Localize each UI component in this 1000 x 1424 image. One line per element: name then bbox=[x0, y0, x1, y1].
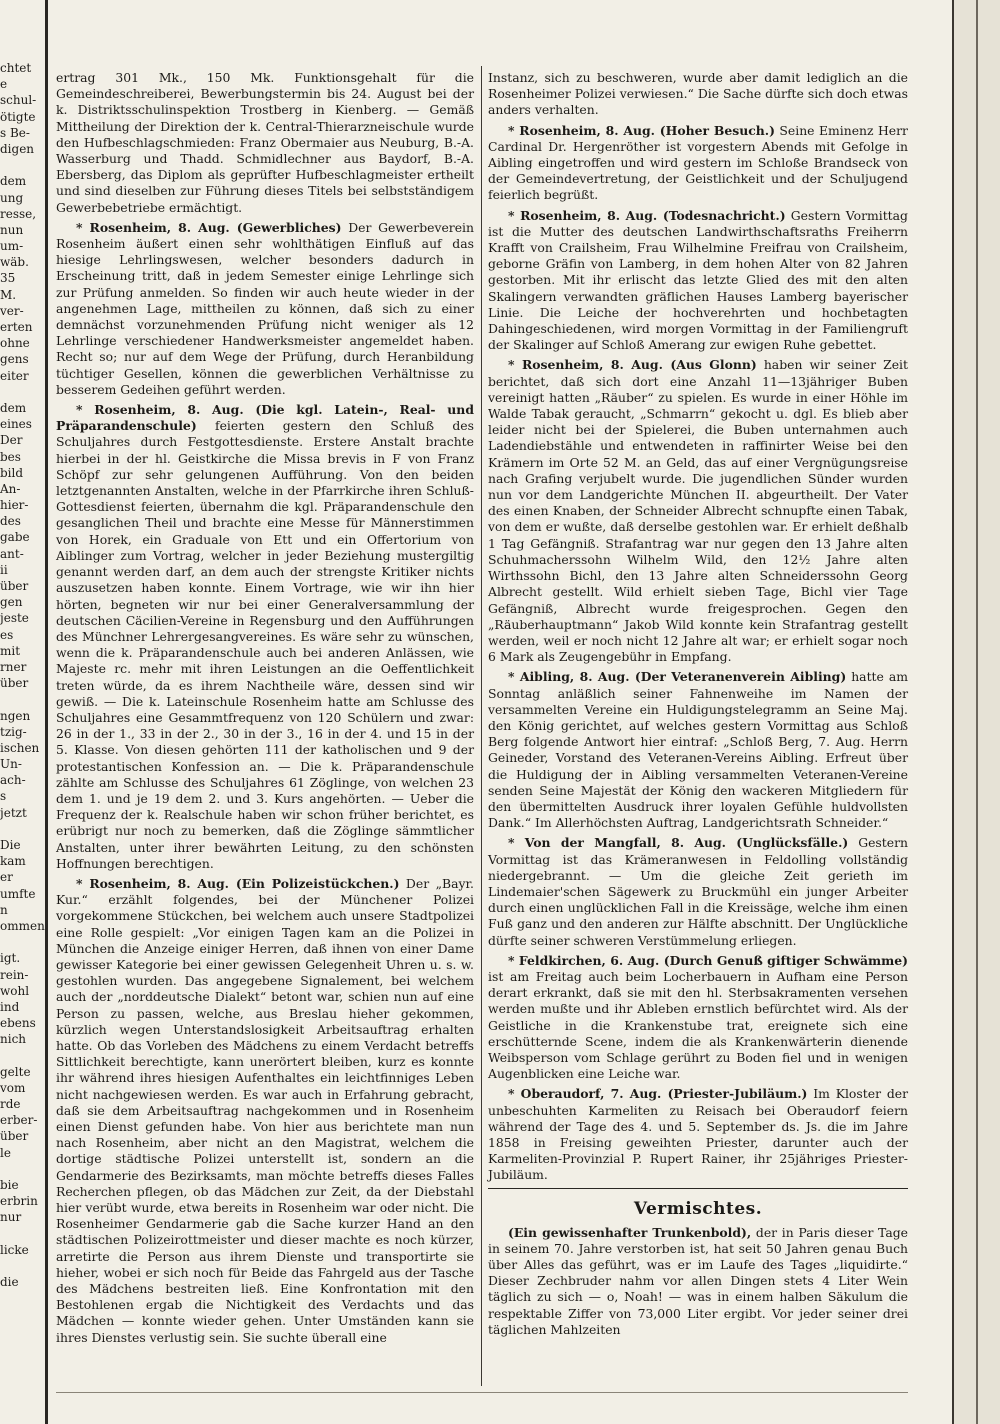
prev-column-word: gen bbox=[0, 595, 23, 610]
prev-column-word: vom bbox=[0, 1080, 26, 1095]
article-text: ist am Freitag auch beim Locherbauern in Aufham eine Person derart erkrankt, daß sie mit den hl. Sterbsakramenten versehen werden mußte und ihr Ableben ernstlich befürchtet wird. Als der Geistliche in die Krankenstube trat, ereignete sich eine erschütternde Scene, indem die als Krankenwärterin dienende Weibsperson vom Schlage gerührt zu Boden fiel und in wenigen Augenblicken eine Leiche war. bbox=[488, 968, 908, 1082]
prev-column-word bbox=[0, 821, 38, 837]
prev-column-word: ohne bbox=[0, 336, 30, 351]
article-paragraph bbox=[488, 953, 908, 1083]
prev-column-word: dem bbox=[0, 174, 27, 189]
article-paragraph bbox=[488, 123, 908, 204]
prev-column-word: e bbox=[0, 77, 8, 92]
article-dateline: * Rosenheim, 8. Aug. (Aus Glonn) bbox=[508, 357, 757, 373]
prev-column-word: jeste bbox=[0, 611, 29, 626]
prev-column-word: resse, bbox=[0, 206, 37, 221]
article-dateline: * Feldkirchen, 6. Aug. (Durch Genuß giftiger Schwämme) bbox=[508, 952, 908, 968]
article-text: Im Kloster der unbeschuhten Karmeliten zu Reisach bei Oberaudorf feiern während der Tage des 4. und 5. September ds. Js. die im Jahre 1858 in Freising geweihten Priester, darunter auch der Karmeliten-Provinzial P. Rupert Rainer, ihr 25jähriges Priester-Jubiläum. bbox=[488, 1086, 909, 1183]
page-edge-line bbox=[976, 0, 978, 1424]
prev-column-word: kam bbox=[0, 854, 26, 869]
article-dateline: * Rosenheim, 8. Aug. (Hoher Besuch.) bbox=[508, 122, 775, 138]
prev-column-word: nich bbox=[0, 1032, 27, 1047]
prev-column-word: ant- bbox=[0, 546, 24, 561]
prev-column-word: rde bbox=[0, 1097, 21, 1111]
prev-column-word: gelte bbox=[0, 1064, 31, 1079]
article-paragraph bbox=[488, 1225, 908, 1338]
prev-column-word: dem bbox=[0, 400, 27, 415]
prev-column-word: über bbox=[0, 579, 29, 593]
prev-column-word: licke bbox=[0, 1242, 29, 1257]
article-dateline: * Aibling, 8. Aug. (Der Veteranenverein Aibling) bbox=[508, 669, 847, 685]
prev-column-word: erber- bbox=[0, 1113, 38, 1128]
prev-column-word: bie bbox=[0, 1177, 19, 1192]
prev-column-word: wäb. bbox=[0, 255, 29, 270]
prev-column-word bbox=[0, 934, 38, 950]
prev-column-word: mit bbox=[0, 643, 21, 658]
article-dateline: * Von der Mangfall, 8. Aug. (Unglücksfälle.) bbox=[508, 835, 849, 851]
prev-column-word: um- bbox=[0, 239, 24, 254]
article-paragraph bbox=[488, 70, 908, 119]
prev-column-word: Der bbox=[0, 433, 23, 448]
article-paragraph bbox=[488, 835, 908, 948]
column-right bbox=[488, 70, 908, 1342]
prev-column-word: erten bbox=[0, 320, 33, 334]
article-dateline: * Oberaudorf, 7. Aug. (Priester-Jubiläum.) bbox=[508, 1086, 808, 1102]
prev-column-word: igt. bbox=[0, 951, 21, 966]
article-paragraph bbox=[56, 70, 474, 216]
prev-column-word bbox=[0, 1258, 38, 1274]
prev-column-word: schul- bbox=[0, 93, 37, 108]
vermischtes-body bbox=[488, 1225, 908, 1338]
article-paragraph bbox=[56, 402, 474, 872]
prev-column-word: nur bbox=[0, 1210, 22, 1225]
section-divider bbox=[488, 1188, 908, 1189]
article-dateline: * Rosenheim, 8. Aug. (Die kgl. Latein-, Real- und Präparandenschule) bbox=[56, 402, 474, 434]
prev-column-word: ötigte bbox=[0, 109, 36, 124]
prev-column-word: erbrin bbox=[0, 1194, 38, 1209]
prev-column-word: M. bbox=[0, 287, 17, 302]
local-news-list bbox=[488, 70, 908, 1184]
article-paragraph bbox=[488, 1086, 908, 1183]
column-gutter-line bbox=[45, 0, 48, 1424]
article-text: feierten gestern den Schluß des Schuljahres durch Festgottesdienste. Erstere Anstalt brachte hierbei in der hl. Geistkirche die Missa brevis in F von Franz Schöpf zur sehr gelungenen Aufführung. Von den beiden letztgenannten Anstalten, welche in der Pfarrkirche ihren Schluß-Gottesdienst feierten, übernahm die kgl. Präparandenschule den gesanglichen Theil und brachte eine Messe für Männerstimmen von Horek, ein Graduale von Ett und ein Offertorium von Aiblinger zum Vortrag, welcher in jeder Beziehung mustergiltig genannt werden darf, an dem auch der strengste Kritiker nichts auszusetzen haben konnte. Einem Vortrage, wie wir ihn hier hörten, begneten wir nur bei einer Generalversammlung der deutschen Cäcilien-Vereine in Regensburg und den Aufführungen des Münchner Lehrergesangvereines. Es wäre sehr zu wünschen, wenn die k. Präparandenschule auch bei anderen Anlässen, wie Majeste rc. mehr mit ihren Leistungen an die Oeffentlichkeit treten würde, da es ihrem Nachtheile wäre, dessen sind wir gewiß. — Die k. Lateinschule Rosenheim hatte am Schlusse des Schuljahres eine Gesammtfrequenz von 120 Schülern und zwar: 26 in der 1., 33 in der 2., 30 in der 3., 16 in der 4. und 15 in der 5. Klasse. Von diesen gehörten 111 der katholischen und 9 der protestantischen Konfession an. — Die k. Präparandenschule zählte am Schlusse des Schuljahres 61 Zöglinge, von welchen 23 dem 1. und je 19 dem 2. und 3. Kurs angehörten. — Ueber die Frequenz der k. Realschule haben wir schon früher berichtet, es erübrigt nur noch zu bemerken, daß die Zöglinge sämmtlicher Anstalten, unter ihrer bewährten Leitung, zu den schönsten Hoffnungen berechtigen. bbox=[56, 418, 474, 871]
prev-column-word: An- bbox=[0, 481, 21, 496]
prev-column-word: ung bbox=[0, 190, 24, 205]
column-left bbox=[56, 70, 474, 1350]
prev-column-word: gens bbox=[0, 352, 29, 367]
article-paragraph bbox=[488, 208, 908, 354]
article-text: Der „Bayr. Kur.“ erzählt folgendes, bei der Münchener Polizei vorgekommene Stückchen, bei welchem auch unsere Stadtpolizei eine Rolle gespielt: „Vor einigen Tagen kam an die Polizei in München die Anzeige einiger Herren, daß ihnen von einer Dame gewisser Kategorie bei einer gewissen Gelegenheit Uhren u. s. w. gestohlen wurden. Das angegebene Signalement, bei welchem auch der „norddeutsche Dialekt“ betont war, schien nun auf eine Person zu passen, welche, aus Breslau hieher gekommen, kürzlich wegen Unterstandslosigkeit Arbeitsauftrag erhalten hatte. Ob das Vorleben des Mädchens zu einem Verdacht betreffs Sittlichkeit berechtigte, kann unerörtert bleiben, kurz es konnte ihr während ihres hiesigen Aufenthaltes ein leichtfinniges Leben nicht nachgewiesen werden. Es war auch in Erfahrung gebracht, daß sie dem Arbeitsauftrag nachgekommen und in Rosenheim einen Dienst gefunden habe. Von hier aus berichtete man nun nach Rosenheim, aber nicht an den Magistrat, welchem die dortige städtische Polizei unterstellt ist, sondern an die Gendarmerie des Bezirksamts, man möchte betreffs dieses Falles Recherchen pflegen, ob das Mädchen zur Zeit, da der Diebstahl hier verübt wurde, etwa bereits in Rosenheim war oder nicht. Die Rosenheimer Gendarmerie gab die Sache kurzer Hand an den städtischen Polizeirottmeister und dieser machte es noch kürzer, arretirte die Person aus ihrem Dienste und transportirte sie hieher, wobei er sich noch für Beide das Fahrgeld aus der Tasche des Mädchens bestreiten ließ. Eine Konfrontation mit den Bestohlenen ergab die Nichtigkeit des Verdachts und das Mädchen — konnte wieder gehen. Unter Umständen kann sie ihres Dienstes verlustig sein. Sie suchte überall eine bbox=[56, 875, 474, 1345]
prev-column-word: des bbox=[0, 514, 21, 529]
article-text: Seine Eminenz Herr Cardinal Dr. Hergenröther ist vorgestern Abends mit Gefolge in Aibling eingetroffen und wird gestern im Schloße Brandseck von der Gemeindevertretung, der Geistlichkeit und der Schuljugend feierlich begrüßt. bbox=[488, 122, 908, 203]
prev-column-word: s bbox=[0, 789, 7, 804]
prev-column-word: rein- bbox=[0, 967, 29, 982]
prev-column-word: die bbox=[0, 1275, 19, 1290]
prev-column-word: ngen bbox=[0, 708, 31, 723]
prev-column-word: n bbox=[0, 902, 8, 917]
prev-column-word: umfte bbox=[0, 886, 36, 901]
article-text: Gestern Vormittag ist die Mutter des deutschen Landwirthschaftsraths Freiherrn Krafft von Crailsheim, Frau Wilhelmine Freifrau von Crailsheim, geborne Gräfin von Lamberg, in dem hohen Alter von 82 Jahren gestorben. Mit ihr erlischt das letzte Glied des mit den alten Skalingern verwandten gräflichen Hauses Lamberg bayerischer Linie. Die Leiche der hochverehrten und hochbetagten Dahingeschiedenen, wird morgen Vormittag in der Familiengruft der Skalinger auf Schloß Amerang zur ewigen Ruhe gebettet. bbox=[488, 207, 908, 353]
prev-column-word: bild bbox=[0, 465, 24, 480]
prev-column-word: tzig- bbox=[0, 724, 27, 739]
prev-column-word: Un- bbox=[0, 757, 22, 772]
article-dateline: * Rosenheim, 8. Aug. (Gewerbliches) bbox=[76, 219, 342, 235]
prev-column-word: über bbox=[0, 676, 29, 691]
article-paragraph bbox=[488, 669, 908, 831]
prev-column-word: ind bbox=[0, 999, 20, 1014]
prev-column-word bbox=[0, 1047, 38, 1063]
prev-column-word: es bbox=[0, 627, 14, 642]
article-paragraph bbox=[488, 357, 908, 665]
prev-column-word: chtet bbox=[0, 61, 32, 75]
article-dateline: * Rosenheim, 8. Aug. (Ein Polizeistückchen.) bbox=[76, 875, 400, 891]
prev-column-word bbox=[0, 1226, 38, 1242]
page-bottom-rule bbox=[56, 1392, 908, 1393]
prev-column-word bbox=[0, 384, 38, 400]
prev-column-word: rner bbox=[0, 659, 27, 674]
article-text: Gestern Vormittag ist das Krämeranwesen in Feldolling vollständig niedergebrannt. — Um die gleiche Zeit gerieth im Lindemaier'schen Sägewerk zu Bruckmühl ein junger Arbeiter durch einen unglücklichen Fall in die Kreissäge, welche ihm einen Fuß ganz und den anderen zur Hälfte abschnitt. Der Unglückliche dürfte seiner schweren Verstümmelung erliegen. bbox=[488, 835, 908, 948]
article-paragraph bbox=[56, 220, 474, 398]
article-text: ertrag 301 Mk., 150 Mk. Funktionsgehalt für die Gemeindeschreiberei, Bewerbungstermin bis 24. August bei der k. Distriktsschulinspektion Trostberg in Kienberg. — Gemäß Mittheilung der Direktion der k. Central-Thierarzneischule wurde den Hufbeschlagschmieden: Franz Obermaier aus Neuburg, B.-A. Wasserburg und Thadd. Schmidlechner aus Baydorf, B.-A. Ebersberg, das Diplom als geprüfter Hufbeschlagmeister ertheilt und sind dieselben zur Führung dieses Titels bei selbstständigem Gewerbebetriebe ermächtigt. bbox=[56, 70, 474, 215]
prev-column-word: nun bbox=[0, 222, 24, 237]
prev-column-word: ommen bbox=[0, 918, 45, 933]
prev-column-word: über bbox=[0, 1129, 29, 1144]
section-heading-vermischtes: Vermischtes. bbox=[633, 1198, 763, 1219]
article-text: Instanz, sich zu beschweren, wurde aber damit lediglich an die Rosenheimer Polizei verwiesen.“ Die Sache dürfte sich doch etwas anders verhalten. bbox=[488, 70, 908, 118]
previous-page-column-fragment bbox=[0, 60, 45, 1290]
prev-column-word: er bbox=[0, 870, 13, 885]
article-text: der in Paris dieser Tage in seinem 70. Jahre verstorben ist, hat seit 50 Jahren genau Buch über Alles das geführt, was er im Laufe des Tages „liquidirte.“ Dieser Zechbruder nahm vor allen Dingen stets 4 Liter Wein täglich zu sich — o, Noah! — was in einem halben Säkulum die respektable Ziffer von 73,000 Liter ergibt. Vor jeder seiner drei täglichen Mahlzeiten bbox=[488, 1224, 909, 1337]
prev-column-word bbox=[0, 691, 38, 707]
prev-column-word bbox=[0, 157, 38, 173]
prev-column-word: ii bbox=[0, 562, 8, 577]
article-dateline: (Ein gewissenhafter Trunkenbold), bbox=[508, 1224, 752, 1240]
prev-column-word: eines bbox=[0, 417, 32, 432]
prev-column-word: ebens bbox=[0, 1016, 36, 1031]
article-text: Der Gewerbeverein Rosenheim äußert einen sehr wohlthätigen Einfluß auf das hiesige Lehrlingswesen, welcher besonders dadurch in Erscheinung tritt, daß in jedem Semester einige Lehrlinge sich zur Prüfung anmelden. So finden wir auch heute wieder in der angenehmen Lage, mittheilen zu können, daß sich zu einer demnächst vorzunehmenden Prüfung nicht weniger als 12 Lehrlinge verschiedener Handwerksmeister angemeldet haben. Recht so; nur auf dem Wege der Prüfung, durch Heranbildung tüchtiger Gesellen, können die gewerblichen Verhältnisse zu besserem Gedeihen geführt werden. bbox=[56, 219, 474, 397]
prev-column-word: ver- bbox=[0, 303, 24, 318]
prev-column-word: bes bbox=[0, 449, 21, 464]
prev-column-word: s Be- bbox=[0, 125, 30, 140]
prev-column-word: ischen bbox=[0, 740, 40, 755]
column-divider bbox=[481, 66, 482, 1386]
prev-column-word: le bbox=[0, 1145, 11, 1160]
prev-column-word: Die bbox=[0, 838, 21, 852]
article-dateline: * Rosenheim, 8. Aug. (Todesnachricht.) bbox=[508, 207, 786, 223]
prev-column-word: eiter bbox=[0, 368, 29, 383]
prev-column-word: hier- bbox=[0, 498, 29, 513]
article-text: hatte am Sonntag anläßlich seiner Fahnenweihe im Namen der versammelten Vereine ein Huldigungstelegramm an Seine Maj. den König gerichtet, auf welches gestern Vormittag aus Schloß Berg folgende Antwort hier eintraf: „Schloß Berg, 7. Aug. Herrn Geineder, Vorstand des Veteranen-Vereins Aibling. Erfreut über die Huldigung der in Aibling versammelten Veteranen-Vereine senden Seine Majestät der König den wackeren Mitgliedern für den übermittelten Ausdruck ihrer loyalen Gefühle huldvollsten Dank.“ Im Allerhöchsten Auftrag, Landgerichtsrath Schneider.“ bbox=[488, 669, 908, 831]
article-text: haben wir seiner Zeit berichtet, daß sich dort eine Anzahl 11—13jähriger Buben vereinigt hatten „Räuber“ zu spielen. Es wurde in einer Höhle im Walde Tabak geraucht, „Schmarrn“ gekocht u. dgl. Es blieb aber leider nicht bei der Spielerei, die Buben unternahmen auch Ladendiebstähle und entwendeten in raffinirter Weise bei den Krämern im Orte 52 M. an Geld, das auf einer Vergnügungsreise nach Grafing verjubelt wurde. Die jugendlichen Sünder wurden nun vor dem Landgerichte München II. abgeurtheilt. Der Vater des einen Knaben, der Schneider Albrecht schnupfte einen Tabak, von dem er wußte, daß derselbe gestohlen war. Er erhielt deßhalb 1 Tag Gefängniß. Strafantrag war nur gegen den 13 Jahre alten Schuhmacherssohn Wilhelm Wild, den 12½ Jahre alten Wirthssohn Bichl, den 13 Jahre alten Schneiderssohn Georg Albrecht gestellt. Wild erhielt sieben Tage, Bichl vier Tage Gefängniß, Albrecht wurde freigesprochen. Gegen den „Räuberhauptmann“ Jakob Wild konnte kein Strafantrag gestellt werden, weil er noch nicht 12 Jahre alt war; er erhielt sogar noch 6 Mark als Zeugengebühr in Empfang. bbox=[488, 357, 908, 665]
prev-column-word bbox=[0, 1161, 38, 1177]
prev-column-word: 35 bbox=[0, 271, 16, 286]
prev-column-word: ach- bbox=[0, 773, 26, 788]
article-paragraph bbox=[56, 876, 474, 1346]
prev-column-word: wohl bbox=[0, 983, 30, 998]
prev-column-word: digen bbox=[0, 141, 35, 156]
prev-column-word: jetzt bbox=[0, 805, 27, 820]
prev-column-word: gabe bbox=[0, 530, 30, 545]
